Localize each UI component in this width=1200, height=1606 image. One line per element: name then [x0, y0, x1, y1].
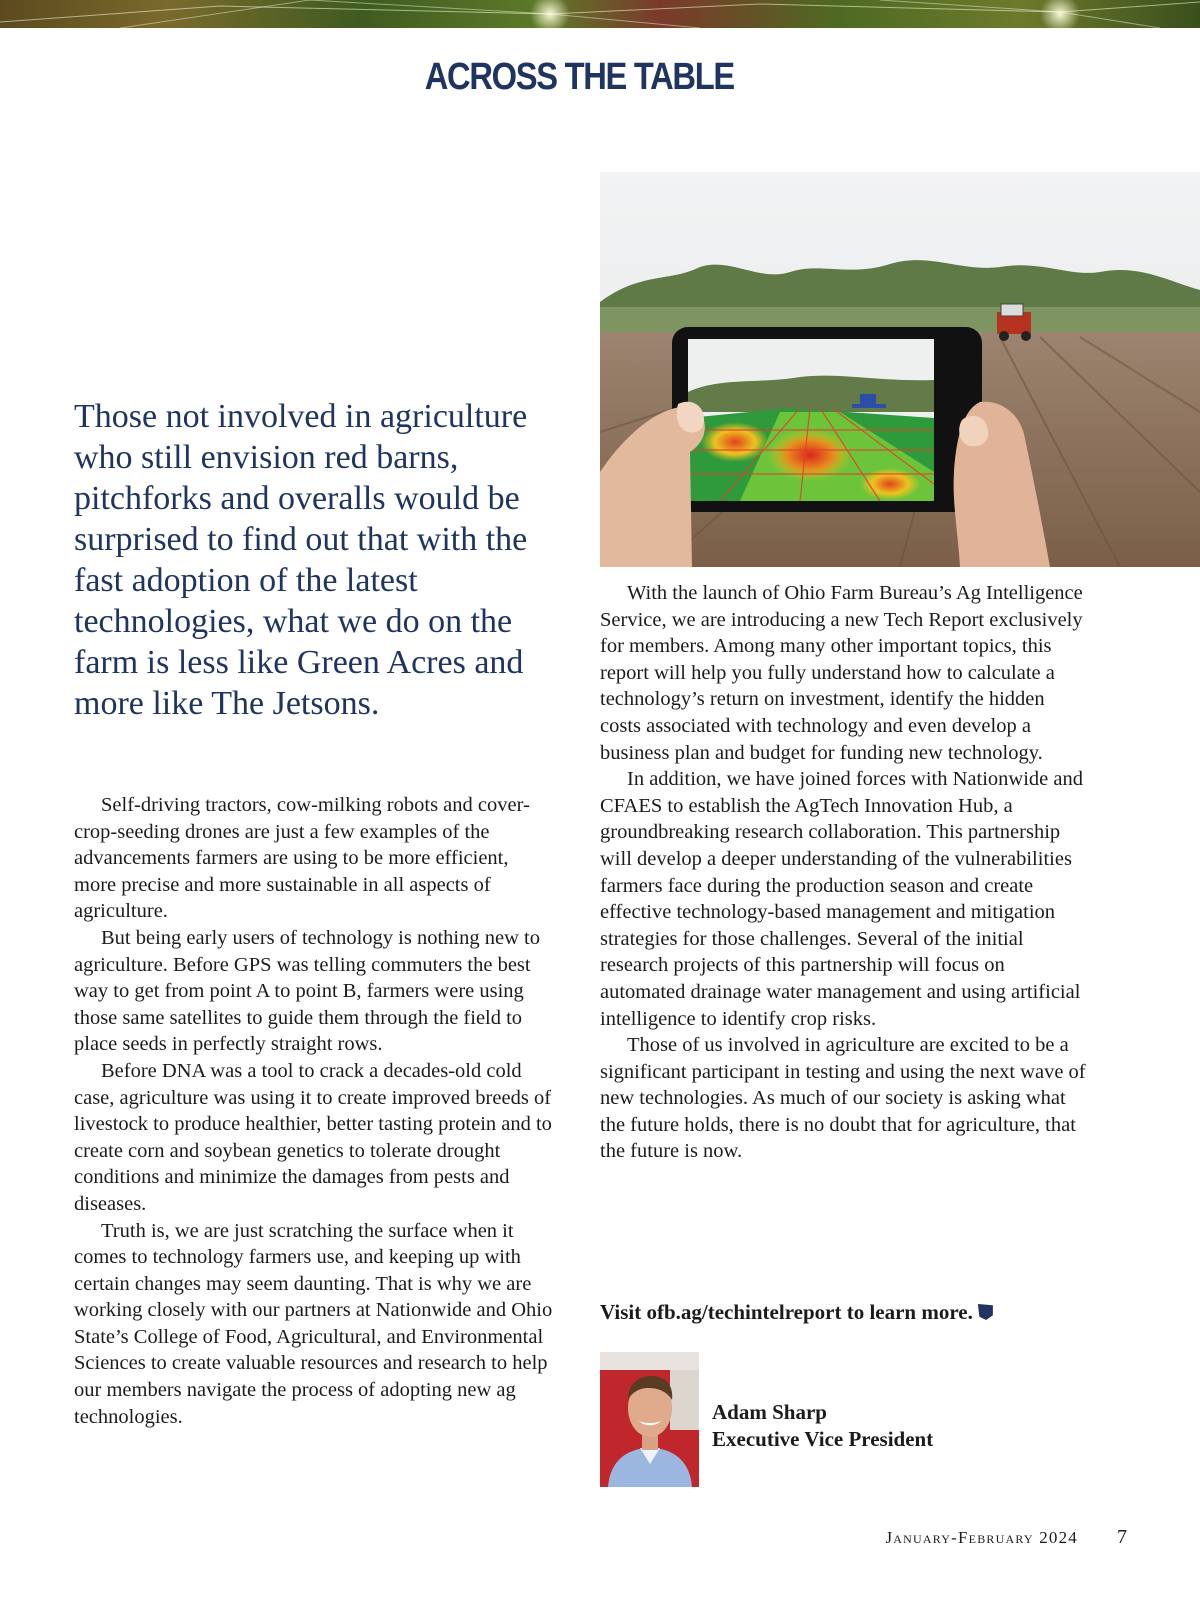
page-number: 7 [1117, 1526, 1127, 1548]
section-title: ACROSS THE TABLE [424, 56, 734, 98]
article-paragraph: But being early users of technology is nothing new to agriculture. Before GPS was telling commuters the best way to get from point A to point B, farmers were using those same satellites to guide them through the field to place seeds in perfectly straight rows. [74, 926, 540, 1056]
top-banner-image [0, 0, 1200, 28]
pull-quote: Those not involved in agriculture who still envision red barns, pitchforks and overalls would be surprised to find out that with the fast adoption of the latest technologies, what we do on the farm is less like Green Acres and more like The Jetsons. [74, 398, 528, 722]
issue-date: January-February 2024 [885, 1528, 1078, 1547]
hero-photo-illustration [600, 172, 1200, 567]
author-portrait-illustration [600, 1352, 699, 1487]
author-name: Adam Sharp [712, 1400, 827, 1424]
article-paragraph: In addition, we have joined forces with Nationwide and CFAES to establish the AgTech Innovation Hub, a groundbreaking research collaboration. This partnership will develop a deeper understanding of the vulnerabilities farmers face during the production season and create effective technology-based management and mitigation strategies for those challenges. Several of the initial research projects of this partnership will focus on automated drainage water management and using artificial intelligence to identify crop risks. [600, 768, 1083, 1030]
learn-more-callout [600, 1300, 1160, 1325]
author-title: Executive Vice President [712, 1427, 934, 1451]
article-paragraph: With the launch of Ohio Farm Bureau’s Ag Intelligence Service, we are introducing a new Tech Report exclusively for members. Among many other important topics, this report will help you fully understand how to calculate a technology’s return on investment, identify the hidden costs associated with technology and even develop a business plan and budget for funding new technology. [600, 582, 1083, 764]
article-paragraph: Self-driving tractors, cow-milking robots and cover-crop-seeding drones are just a few examples of the advancements farmers are using to be more efficient, more precise and more sustainable in all aspects of agriculture. [74, 794, 530, 923]
left-article-column [74, 792, 554, 1430]
tablet-field-heatmap-photo [600, 172, 1200, 567]
network-lines-decoration [0, 0, 1200, 28]
article-paragraph: Truth is, we are just scratching the surface when it comes to technology farmers use, and keeping up with certain changes may seem daunting. That is why we are working closely with our partners at Nationwide and Ohio State’s College of Food, Agricultural, and Environmental Sciences to create valuable resources and research to help our members navigate the process of adopting new ag technologies. [74, 1219, 553, 1428]
author-headshot-photo [600, 1352, 699, 1487]
right-article-column [600, 580, 1090, 1165]
ohio-state-outline-icon [978, 1304, 993, 1320]
article-paragraph: Before DNA was a tool to crack a decades-old cold case, agriculture was using it to create improved breeds of livestock to produce healthier, better tasting protein and to create corn and soybean genetics to tolerate drought conditions and minimize the damages from pests and diseases. [74, 1059, 552, 1215]
learn-more-link[interactable]: Visit ofb.ag/techintelreport to learn more. [600, 1300, 973, 1324]
article-paragraph: Those of us involved in agriculture are excited to be a significant participant in testing and using the next wave of new technologies. As much of our society is asking what the future holds, there is no doubt that for agriculture, that the future is now. [600, 1034, 1086, 1163]
author-signature [712, 1399, 933, 1453]
